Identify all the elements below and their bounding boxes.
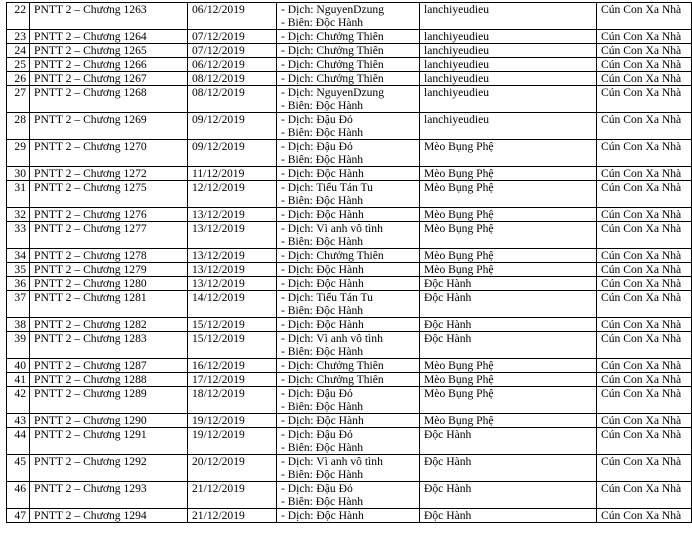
credits-cell: [277, 482, 420, 509]
uploader-cell: lanchiyeudieu: [420, 58, 597, 72]
chapter-table-body: [7, 3, 692, 523]
credits-cell: [277, 387, 420, 414]
row-number-cell: 23: [7, 30, 30, 44]
chapter-cell: PNTT 2 – Chương 1280: [30, 277, 188, 291]
uploader-cell: lanchiyeudieu: [420, 30, 597, 44]
uploader-cell: Độc Hành: [420, 318, 597, 332]
table-row: [7, 291, 692, 318]
group-cell: Cún Con Xa Nhà: [597, 181, 692, 208]
table-row: [7, 86, 692, 113]
table-row: [7, 277, 692, 291]
credit-line: - Dịch: Đậu Đỏ: [281, 482, 353, 495]
date-cell: 18/12/2019: [188, 387, 277, 414]
date-cell: 15/12/2019: [188, 332, 277, 359]
uploader-cell: Độc Hành: [420, 332, 597, 359]
row-number-cell: 24: [7, 44, 30, 58]
group-cell: Cún Con Xa Nhà: [597, 428, 692, 455]
date-cell: 13/12/2019: [188, 208, 277, 222]
uploader-cell: Mèo Bụng Phệ: [420, 373, 597, 387]
chapter-cell: PNTT 2 – Chương 1266: [30, 58, 188, 72]
date-cell: 06/12/2019: [188, 3, 277, 30]
date-cell: 16/12/2019: [188, 359, 277, 373]
group-cell: Cún Con Xa Nhà: [597, 86, 692, 113]
row-number-cell: 22: [7, 3, 30, 30]
table-row: [7, 373, 692, 387]
table-row: [7, 387, 692, 414]
uploader-cell: lanchiyeudieu: [420, 3, 597, 30]
chapter-cell: PNTT 2 – Chương 1268: [30, 86, 188, 113]
table-row: [7, 181, 692, 208]
credits-cell: [277, 140, 420, 167]
group-cell: Cún Con Xa Nhà: [597, 249, 692, 263]
uploader-cell: Mèo Bụng Phệ: [420, 263, 597, 277]
row-number-cell: 38: [7, 318, 30, 332]
table-row: [7, 318, 692, 332]
uploader-cell: Độc Hành: [420, 455, 597, 482]
credit-line: - Biên: Độc Hành: [281, 99, 364, 112]
chapter-cell: PNTT 2 – Chương 1269: [30, 113, 188, 140]
table-row: [7, 58, 692, 72]
group-cell: Cún Con Xa Nhà: [597, 3, 692, 30]
uploader-cell: Mèo Bụng Phệ: [420, 140, 597, 167]
group-cell: Cún Con Xa Nhà: [597, 482, 692, 509]
group-cell: Cún Con Xa Nhà: [597, 167, 692, 181]
group-cell: Cún Con Xa Nhà: [597, 359, 692, 373]
group-cell: Cún Con Xa Nhà: [597, 44, 692, 58]
credits-cell: [277, 428, 420, 455]
group-cell: Cún Con Xa Nhà: [597, 263, 692, 277]
credit-line: - Dịch: Độc Hành: [281, 277, 364, 290]
table-row: [7, 482, 692, 509]
credit-line: - Biên: Độc Hành: [281, 400, 364, 413]
uploader-cell: Độc Hành: [420, 482, 597, 509]
date-cell: 14/12/2019: [188, 291, 277, 318]
date-cell: 07/12/2019: [188, 30, 277, 44]
table-row: [7, 44, 692, 58]
row-number-cell: 32: [7, 208, 30, 222]
uploader-cell: Mèo Bụng Phệ: [420, 167, 597, 181]
credit-line: - Dịch: Chưởng Thiên: [281, 30, 384, 43]
credits-cell: [277, 291, 420, 318]
credit-line: - Dịch: Chưởng Thiên: [281, 373, 384, 386]
date-cell: 13/12/2019: [188, 222, 277, 249]
table-row: [7, 428, 692, 455]
date-cell: 19/12/2019: [188, 414, 277, 428]
chapter-cell: PNTT 2 – Chương 1288: [30, 373, 188, 387]
date-cell: 09/12/2019: [188, 113, 277, 140]
credits-cell: [277, 318, 420, 332]
credit-line: - Biên: Độc Hành: [281, 495, 364, 508]
credit-line: - Dịch: Vì anh vô tình: [281, 332, 383, 345]
credit-line: - Dịch: Độc Hành: [281, 167, 364, 180]
chapter-cell: PNTT 2 – Chương 1275: [30, 181, 188, 208]
date-cell: 06/12/2019: [188, 58, 277, 72]
uploader-cell: Độc Hành: [420, 277, 597, 291]
credit-line: - Biên: Độc Hành: [281, 468, 364, 481]
row-number-cell: 30: [7, 167, 30, 181]
row-number-cell: 39: [7, 332, 30, 359]
credit-line: - Biên: Độc Hành: [281, 126, 364, 139]
table-row: [7, 30, 692, 44]
group-cell: Cún Con Xa Nhà: [597, 58, 692, 72]
row-number-cell: 36: [7, 277, 30, 291]
credit-line: - Dịch: Độc Hành: [281, 318, 364, 331]
group-cell: Cún Con Xa Nhà: [597, 277, 692, 291]
uploader-cell: lanchiyeudieu: [420, 44, 597, 58]
group-cell: Cún Con Xa Nhà: [597, 291, 692, 318]
chapter-cell: PNTT 2 – Chương 1282: [30, 318, 188, 332]
row-number-cell: 44: [7, 428, 30, 455]
credit-line: - Dịch: Đậu Đỏ: [281, 387, 353, 400]
credit-line: - Dịch: Độc Hành: [281, 263, 364, 276]
date-cell: 13/12/2019: [188, 263, 277, 277]
credit-line: - Dịch: Đậu Đỏ: [281, 113, 353, 126]
date-cell: 12/12/2019: [188, 181, 277, 208]
credit-line: - Biên: Độc Hành: [281, 16, 364, 29]
row-number-cell: 41: [7, 373, 30, 387]
table-row: [7, 249, 692, 263]
chapter-cell: PNTT 2 – Chương 1283: [30, 332, 188, 359]
credits-cell: [277, 44, 420, 58]
group-cell: Cún Con Xa Nhà: [597, 387, 692, 414]
credits-cell: [277, 167, 420, 181]
chapter-cell: PNTT 2 – Chương 1270: [30, 140, 188, 167]
chapter-cell: PNTT 2 – Chương 1277: [30, 222, 188, 249]
credits-cell: [277, 86, 420, 113]
date-cell: 19/12/2019: [188, 428, 277, 455]
date-cell: 08/12/2019: [188, 72, 277, 86]
chapter-cell: PNTT 2 – Chương 1294: [30, 509, 188, 523]
chapter-cell: PNTT 2 – Chương 1281: [30, 291, 188, 318]
credits-cell: [277, 30, 420, 44]
credit-line: - Dịch: Đậu Đỏ: [281, 140, 353, 153]
credit-line: - Biên: Độc Hành: [281, 304, 364, 317]
row-number-cell: 37: [7, 291, 30, 318]
row-number-cell: 47: [7, 509, 30, 523]
credits-cell: [277, 113, 420, 140]
chapter-cell: PNTT 2 – Chương 1264: [30, 30, 188, 44]
uploader-cell: Mèo Bụng Phệ: [420, 181, 597, 208]
credit-line: - Dịch: Tiểu Tán Tu: [281, 291, 373, 304]
credit-line: - Biên: Độc Hành: [281, 441, 364, 454]
date-cell: 13/12/2019: [188, 277, 277, 291]
row-number-cell: 34: [7, 249, 30, 263]
group-cell: Cún Con Xa Nhà: [597, 455, 692, 482]
chapter-cell: PNTT 2 – Chương 1287: [30, 359, 188, 373]
chapter-cell: PNTT 2 – Chương 1265: [30, 44, 188, 58]
row-number-cell: 46: [7, 482, 30, 509]
credit-line: - Dịch: Vì anh vô tình: [281, 455, 383, 468]
group-cell: Cún Con Xa Nhà: [597, 373, 692, 387]
uploader-cell: Mèo Bụng Phệ: [420, 249, 597, 263]
credits-cell: [277, 455, 420, 482]
chapter-cell: PNTT 2 – Chương 1292: [30, 455, 188, 482]
credit-line: - Dịch: NguyenDzung: [281, 3, 385, 16]
row-number-cell: 29: [7, 140, 30, 167]
table-row: [7, 332, 692, 359]
uploader-cell: Độc Hành: [420, 291, 597, 318]
credit-line: - Biên: Độc Hành: [281, 345, 364, 358]
table-row: [7, 72, 692, 86]
row-number-cell: 45: [7, 455, 30, 482]
group-cell: Cún Con Xa Nhà: [597, 332, 692, 359]
uploader-cell: Mèo Bụng Phệ: [420, 387, 597, 414]
credit-line: - Dịch: NguyenDzung: [281, 86, 385, 99]
credit-line: - Dịch: Độc Hành: [281, 509, 364, 522]
credit-line: - Dịch: Chưởng Thiên: [281, 44, 384, 57]
row-number-cell: 35: [7, 263, 30, 277]
table-row: [7, 509, 692, 523]
uploader-cell: Mèo Bụng Phệ: [420, 359, 597, 373]
uploader-cell: Độc Hành: [420, 428, 597, 455]
credit-line: - Dịch: Độc Hành: [281, 208, 364, 221]
credits-cell: [277, 373, 420, 387]
group-cell: Cún Con Xa Nhà: [597, 72, 692, 86]
chapter-cell: PNTT 2 – Chương 1272: [30, 167, 188, 181]
credit-line: - Dịch: Đậu Đỏ: [281, 428, 353, 441]
group-cell: Cún Con Xa Nhà: [597, 222, 692, 249]
uploader-cell: Mèo Bụng Phệ: [420, 222, 597, 249]
credits-cell: [277, 249, 420, 263]
table-row: [7, 3, 692, 30]
group-cell: Cún Con Xa Nhà: [597, 113, 692, 140]
group-cell: Cún Con Xa Nhà: [597, 318, 692, 332]
row-number-cell: 33: [7, 222, 30, 249]
row-number-cell: 25: [7, 58, 30, 72]
credits-cell: [277, 414, 420, 428]
chapter-cell: PNTT 2 – Chương 1291: [30, 428, 188, 455]
table-row: [7, 263, 692, 277]
table-row: [7, 222, 692, 249]
credits-cell: [277, 277, 420, 291]
credit-line: - Dịch: Độc Hành: [281, 414, 364, 427]
row-number-cell: 40: [7, 359, 30, 373]
chapter-cell: PNTT 2 – Chương 1279: [30, 263, 188, 277]
chapter-cell: PNTT 2 – Chương 1267: [30, 72, 188, 86]
group-cell: Cún Con Xa Nhà: [597, 140, 692, 167]
credit-line: - Dịch: Chưởng Thiên: [281, 359, 384, 372]
group-cell: Cún Con Xa Nhà: [597, 208, 692, 222]
uploader-cell: Độc Hành: [420, 509, 597, 523]
uploader-cell: Mèo Bụng Phệ: [420, 208, 597, 222]
credits-cell: [277, 3, 420, 30]
credit-line: - Dịch: Vì anh vô tình: [281, 222, 383, 235]
credits-cell: [277, 509, 420, 523]
credit-line: - Dịch: Tiểu Tán Tu: [281, 181, 373, 194]
chapter-cell: PNTT 2 – Chương 1289: [30, 387, 188, 414]
date-cell: 21/12/2019: [188, 509, 277, 523]
credits-cell: [277, 58, 420, 72]
date-cell: 09/12/2019: [188, 140, 277, 167]
table-row: [7, 208, 692, 222]
date-cell: 11/12/2019: [188, 167, 277, 181]
credit-line: - Biên: Độc Hành: [281, 235, 364, 248]
credits-cell: [277, 208, 420, 222]
table-row: [7, 113, 692, 140]
credit-line: - Dịch: Chưởng Thiên: [281, 249, 384, 262]
date-cell: 17/12/2019: [188, 373, 277, 387]
credits-cell: [277, 359, 420, 373]
date-cell: 15/12/2019: [188, 318, 277, 332]
uploader-cell: lanchiyeudieu: [420, 113, 597, 140]
row-number-cell: 27: [7, 86, 30, 113]
chapter-cell: PNTT 2 – Chương 1278: [30, 249, 188, 263]
credits-cell: [277, 181, 420, 208]
table-row: [7, 140, 692, 167]
row-number-cell: 43: [7, 414, 30, 428]
chapter-cell: PNTT 2 – Chương 1290: [30, 414, 188, 428]
row-number-cell: 26: [7, 72, 30, 86]
date-cell: 20/12/2019: [188, 455, 277, 482]
chapter-table: [6, 2, 692, 523]
credit-line: - Dịch: Chưởng Thiên: [281, 72, 384, 85]
uploader-cell: lanchiyeudieu: [420, 72, 597, 86]
credits-cell: [277, 72, 420, 86]
credits-cell: [277, 332, 420, 359]
credits-cell: [277, 222, 420, 249]
chapter-cell: PNTT 2 – Chương 1293: [30, 482, 188, 509]
row-number-cell: 42: [7, 387, 30, 414]
group-cell: Cún Con Xa Nhà: [597, 30, 692, 44]
credit-line: - Dịch: Chưởng Thiên: [281, 58, 384, 71]
credit-line: - Biên: Độc Hành: [281, 194, 364, 207]
date-cell: 21/12/2019: [188, 482, 277, 509]
date-cell: 08/12/2019: [188, 86, 277, 113]
table-row: [7, 455, 692, 482]
row-number-cell: 31: [7, 181, 30, 208]
group-cell: Cún Con Xa Nhà: [597, 509, 692, 523]
chapter-cell: PNTT 2 – Chương 1263: [30, 3, 188, 30]
credit-line: - Biên: Độc Hành: [281, 153, 364, 166]
date-cell: 07/12/2019: [188, 44, 277, 58]
row-number-cell: 28: [7, 113, 30, 140]
uploader-cell: Mèo Bụng Phệ: [420, 414, 597, 428]
table-row: [7, 414, 692, 428]
uploader-cell: lanchiyeudieu: [420, 86, 597, 113]
table-row: [7, 359, 692, 373]
group-cell: Cún Con Xa Nhà: [597, 414, 692, 428]
table-row: [7, 167, 692, 181]
credits-cell: [277, 263, 420, 277]
chapter-cell: PNTT 2 – Chương 1276: [30, 208, 188, 222]
date-cell: 13/12/2019: [188, 249, 277, 263]
